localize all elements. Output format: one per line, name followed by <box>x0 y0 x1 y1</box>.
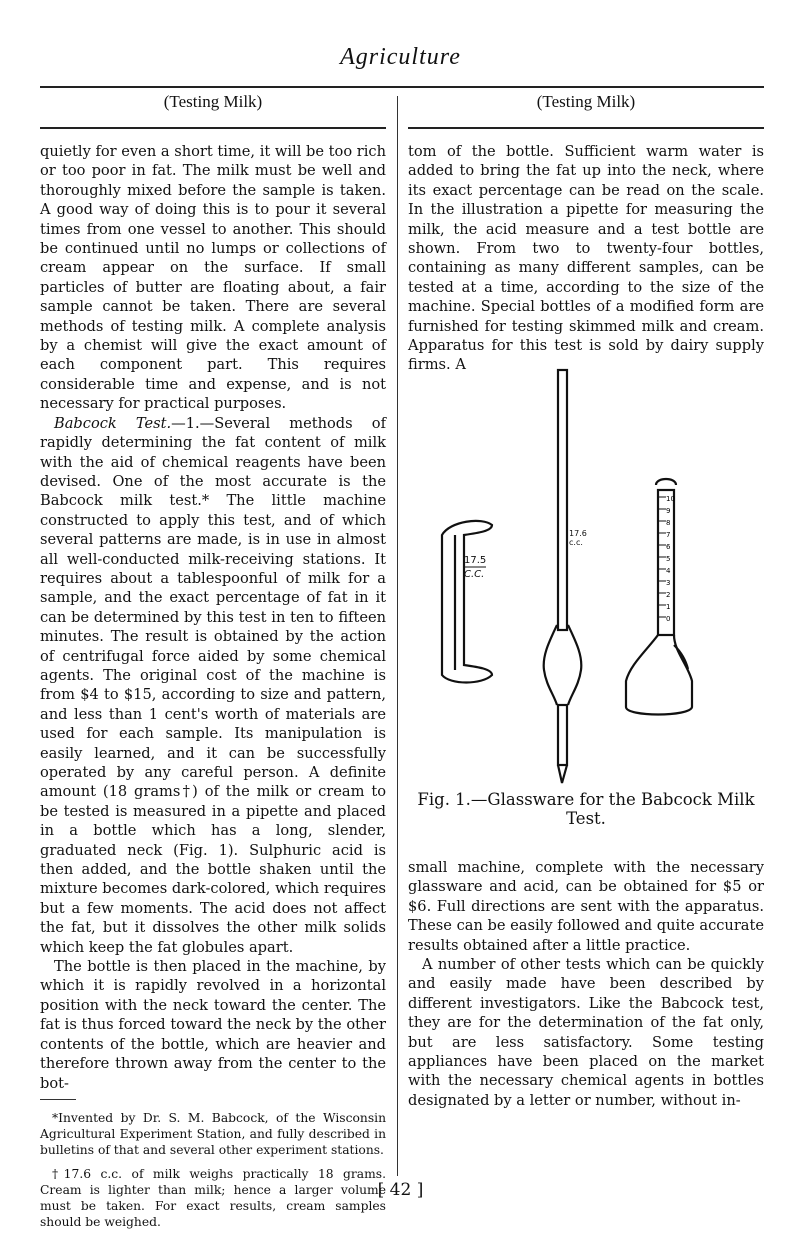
measure-label-bottom: C.C. <box>464 569 485 580</box>
header-rule <box>40 86 764 88</box>
scale-number: 6 <box>666 543 671 551</box>
scale-number: 5 <box>666 555 671 563</box>
scale-number: 8 <box>666 519 671 527</box>
scale-number: 2 <box>666 591 671 599</box>
pipette-label-bottom: c.c. <box>569 538 583 547</box>
scale-number: 1 <box>666 603 671 611</box>
pipette-label-top: 17.6 <box>569 529 587 538</box>
right-column-bottom <box>408 858 764 1110</box>
bottle-scale <box>658 495 675 623</box>
right-paragraph-2: small machine, complete with the necessary glassware and acid, can be obtained for $5 or $6. Full directions are sent with the apparatus. These can be easily followed and quite accurate results obtained after a little practice. <box>408 859 764 954</box>
left-paragraph-2 <box>40 414 386 957</box>
scale-number: 10 <box>666 495 675 503</box>
running-head: Agriculture <box>340 44 461 70</box>
glassware-figure <box>420 365 760 785</box>
pipette-illustration <box>544 370 582 783</box>
left-heading-rule <box>40 127 386 129</box>
figure-caption: Fig. 1.—Glassware for the Babcock Milk Test. <box>417 790 755 828</box>
right-column-heading: (Testing Milk) <box>536 92 636 111</box>
left-column <box>40 142 386 1230</box>
right-column-top <box>408 142 764 375</box>
scale-number: 3 <box>666 579 671 587</box>
column-divider <box>397 96 398 1176</box>
right-paragraph-1: tom of the bottle. Sufficient warm water is added to bring the fat up into the neck, where its exact percentage can be read on the scale. In the illustration a pipette for measuring the milk, the acid measure and a test bottle are shown. From two to twenty-four bottles, containing as many different samples, can be tested at a time, according to the size of the machine. Special bottles of a modified form are furnished for testing skimmed milk and cream. Apparatus for this test is sold by dairy supply firms. A <box>408 143 764 374</box>
left-paragraph-3: The bottle is then placed in the machine, by which it is rapidly revolved in a horizontal position with the neck toward the center. The fat is thus forced toward the neck by the other contents of the bottle, which are heavier and therefore thrown away from the center to the bot- <box>40 958 386 1092</box>
right-paragraph-3: A number of other tests which can be quickly and easily made have been described by different investigators. Like the Babcock test, they are for the determination of the fat only, but are less satisfactory. Some testing appliances have been placed on the market with the necessary chemical agents in bottles designated by a letter or number, without in- <box>408 956 764 1109</box>
babcock-test-body: —1.—Several methods of rapidly determining the fat content of milk with the aid of chemical reagents have been devised. One of the most accurate is the Babcock milk test.* The little machine constructed to apply this test, and of which several patterns are made, is in use in almost all well-conducted milk-receiving stations. It requires about a tablespoonful of milk for a sample, and the exact percentage of fat in it can be determined by this test in ten to fifteen minutes. The result is obtained by the action of centrifugal force aided by some chemical agents. The original cost of the machine is from $4 to $15, according to size and pattern, and less than 1 cent's worth of materials are used for each sample. Its manipulation is easily learned, and it can be successfully operated by any careful person. A definite amount (18 grams†) of the milk or cream to be tested is measured in a pipette and placed in a bottle which has a long, slender, graduated neck (Fig. 1). Sulphuric acid is then added, and the bottle shaken until the mixture becomes dark-colored, which requires but a few moments. The acid does not affect the fat, but it dissolves the other milk solids which keep the fat globules apart. <box>40 414 386 956</box>
scale-number: 0 <box>666 615 671 623</box>
scale-number: 4 <box>666 567 671 575</box>
footnote-rule <box>40 1099 76 1100</box>
page-number: [ 42 ] <box>377 1180 424 1200</box>
scale-number: 7 <box>666 531 671 539</box>
babcock-test-title: Babcock Test. <box>54 414 172 432</box>
footnote-2: †17.6 c.c. of milk weighs practically 18 grams. Cream is lighter than milk; hence a larger volume must be taken. For exact results, cream samples should be weighed. <box>40 1166 386 1229</box>
footnote-1: *Invented by Dr. S. M. Babcock, of the Wisconsin Agricultural Experiment Station, and fully described in bulletins of that and several other experiment stations. <box>40 1110 386 1157</box>
right-heading-rule <box>408 127 764 129</box>
left-paragraph-1: quietly for even a short time, it will be too rich or too poor in fat. The milk must be well and thoroughly mixed before the sample is taken. A good way of doing this is to pour it several times from one vessel to another. This should be continued until no lumps or collections of cream appear on the surface. If small particles of butter are floating about, a fair sample cannot be taken. There are several methods of testing milk. A complete analysis by a chemist will give the exact amount of each component part. This requires considerable time and expense, and is not necessary for practical purposes. <box>40 143 386 413</box>
measure-label-top: 17.5 <box>464 555 487 566</box>
left-column-heading: (Testing Milk) <box>163 92 263 111</box>
acid-measure-illustration <box>442 521 492 683</box>
test-bottle-illustration <box>626 479 692 715</box>
scale-number: 9 <box>666 507 671 515</box>
